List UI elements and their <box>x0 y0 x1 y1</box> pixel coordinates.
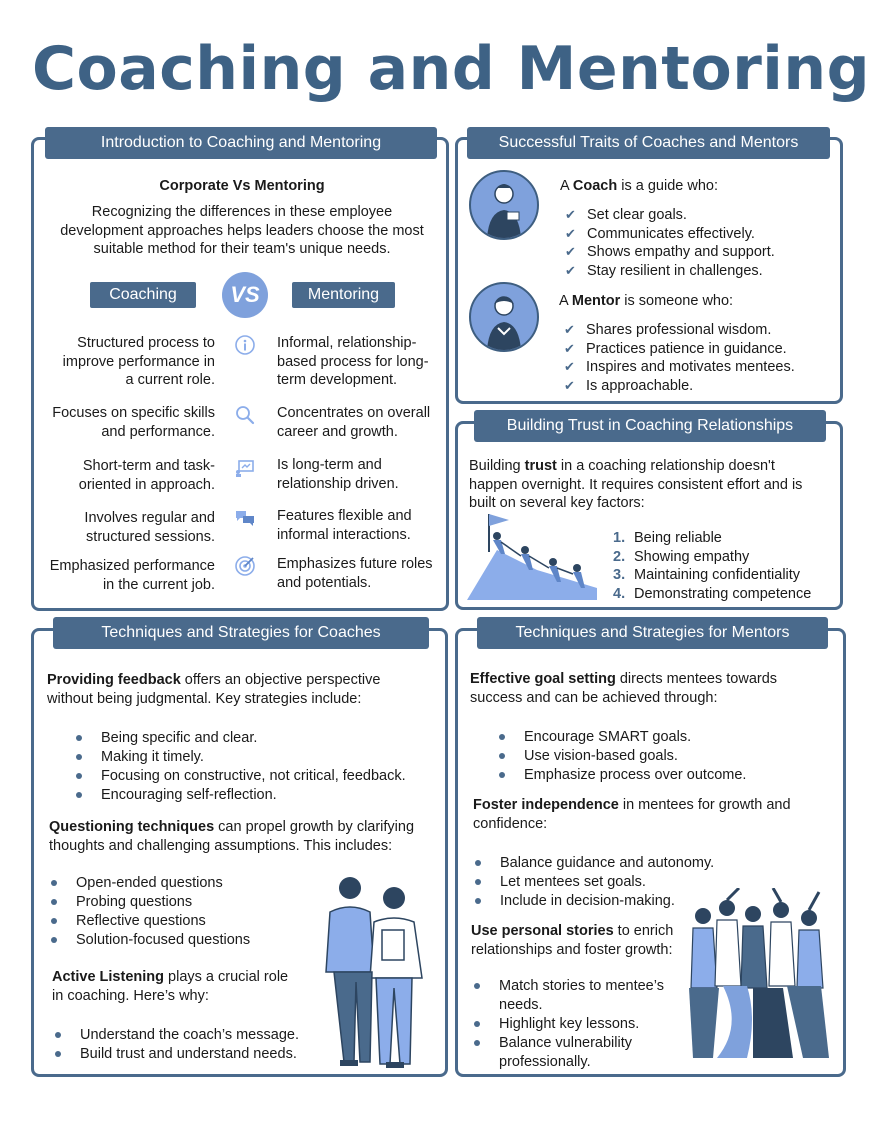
traits-header: Successful Traits of Coaches and Mentors <box>467 127 830 159</box>
stories-bold: Use personal stories <box>471 923 614 939</box>
intro-header: Introduction to Coaching and Mentoring <box>45 127 437 159</box>
independence-intro: Foster independence in mentees for growth and confidence: <box>473 797 791 832</box>
stories-item: Match stories to mentee’s needs. <box>472 977 677 1015</box>
independence-bold: Foster independence <box>473 797 619 813</box>
feedback-item: Making it timely. <box>74 748 434 767</box>
trust-bold: trust <box>524 458 557 474</box>
questioning-item: Probing questions <box>49 893 309 912</box>
coaching-pill: Coaching <box>90 282 196 308</box>
listening-item: Understand the coach’s message. <box>53 1026 313 1045</box>
stories-list <box>472 977 677 1072</box>
goal-intro: Effective goal setting directs mentees towards success and can be achieved through: <box>470 671 778 706</box>
questioning-item: Solution-focused questions <box>49 931 309 950</box>
coach-trait: ✔ Communicates effectively. <box>561 225 831 244</box>
trust-factors-list <box>613 529 833 603</box>
coach-trait: ✔ Shows empathy and support. <box>561 243 831 262</box>
coaches-header: Techniques and Strategies for Coaches <box>53 617 429 649</box>
coach-trait: ✔ Stay resilient in challenges. <box>561 262 831 281</box>
climbing-team-illustration <box>467 510 597 600</box>
mentor-trait: ✔ Shares professional wisdom. <box>560 321 830 340</box>
trust-factor: 1. Being reliable <box>613 530 722 546</box>
stories-item: Highlight key lessons. <box>472 1015 677 1034</box>
goal-item: Use vision-based goals. <box>497 747 817 766</box>
trust-header: Building Trust in Coaching Relationships <box>474 410 826 442</box>
questioning-bold: Questioning techniques <box>49 819 215 835</box>
feedback-item: Encouraging self-reflection. <box>74 786 434 805</box>
mentor-trait: ✔ Practices patience in guidance. <box>560 340 830 359</box>
trust-intro: Building trust in a coaching relationship doesn't happen overnight. It requires consistent effort and is built on several key factors: <box>469 458 803 511</box>
questioning-intro: Questioning techniques can propel growth by clarifying thoughts and challenging assumptions. This includes: <box>49 819 415 854</box>
questioning-item: Open-ended questions <box>49 874 309 893</box>
mentoring-point: Informal, relationship-based process for long-term development. <box>277 335 429 388</box>
mentoring-point: Emphasizes future roles and potentials. <box>277 556 433 591</box>
celebrating-team-illustration <box>683 888 840 1063</box>
coach-trait: ✔ Set clear goals. <box>561 206 831 225</box>
goal-bold: Effective goal setting <box>470 671 616 687</box>
goal-list <box>497 728 817 785</box>
feedback-item: Focusing on constructive, not critical, feedback. <box>74 767 434 786</box>
listening-item: Build trust and understand needs. <box>53 1045 313 1064</box>
coach-traits-list <box>561 206 831 280</box>
mentoring-pill: Mentoring <box>292 282 395 308</box>
mentor-traits-list <box>560 321 830 395</box>
page-title: Coaching and Mentoring <box>32 34 871 104</box>
coaching-point: Structured process to improve performance in a current role. <box>62 335 215 388</box>
mentor-avatar <box>469 282 539 352</box>
intro-subtitle: Corporate Vs Mentoring <box>159 178 325 194</box>
independence-item: Let mentees set goals. <box>473 873 793 892</box>
coach-word: Coach <box>572 178 618 194</box>
independence-item: Balance guidance and autonomy. <box>473 854 793 873</box>
coaching-point: Short-term and task-oriented in approach. <box>78 458 215 493</box>
mentoring-point: Is long-term and relationship driven. <box>277 457 399 492</box>
mentor-trait: ✔ Inspires and motivates mentees. <box>560 358 830 377</box>
coaching-point: Focuses on specific skills and performance. <box>52 405 215 440</box>
target-icon <box>234 555 256 577</box>
magnifier-icon <box>234 404 256 426</box>
independence-item: Include in decision-making. <box>473 892 793 911</box>
mentor-trait: ✔ Is approachable. <box>560 377 830 396</box>
listening-bold: Active Listening <box>52 969 164 985</box>
presentation-icon <box>234 457 256 479</box>
listening-list <box>53 1026 313 1064</box>
feedback-intro: Providing feedback offers an objective perspective without being judgmental. Key strategies include: <box>47 672 381 707</box>
chat-bubbles-icon <box>234 507 256 529</box>
mentoring-point: Concentrates on overall career and growth. <box>277 405 431 440</box>
vs-badge: VS <box>222 272 268 318</box>
coaches-illustration <box>312 872 437 1072</box>
questioning-list <box>49 874 309 950</box>
mentoring-point: Features flexible and informal interactions. <box>277 508 412 543</box>
mentor-intro: A Mentor is someone who: <box>559 293 734 309</box>
mentor-word: Mentor <box>571 293 621 309</box>
intro-description: Recognizing the differences in these employee development approaches helps leaders choose the most suitable method for their team's unique needs. <box>60 204 424 257</box>
trust-factor: 2. Showing empathy <box>613 548 750 565</box>
questioning-item: Reflective questions <box>49 912 309 931</box>
coaching-point: Involves regular and structured sessions. <box>84 510 215 545</box>
feedback-list <box>74 729 434 805</box>
trust-factor: 4. Demonstrating competence <box>613 585 812 602</box>
stories-item: Balance vulnerability professionally. <box>472 1034 677 1072</box>
stories-intro: Use personal stories to enrich relationships and foster growth: <box>471 923 674 958</box>
feedback-bold: Providing feedback <box>47 672 181 688</box>
coaching-point: Emphasized performance in the current job. <box>49 558 215 593</box>
goal-item: Emphasize process over outcome. <box>497 766 817 785</box>
coach-avatar <box>469 170 539 240</box>
info-icon <box>234 334 256 356</box>
mentors-header: Techniques and Strategies for Mentors <box>477 617 828 649</box>
listening-intro: Active Listening plays a crucial role in coaching. Here’s why: <box>52 969 289 1004</box>
trust-factor: 3. Maintaining confidentiality <box>613 567 801 583</box>
goal-item: Encourage SMART goals. <box>497 728 817 747</box>
feedback-item: Being specific and clear. <box>74 729 434 748</box>
coach-intro: A Coach is a guide who: <box>560 178 718 194</box>
